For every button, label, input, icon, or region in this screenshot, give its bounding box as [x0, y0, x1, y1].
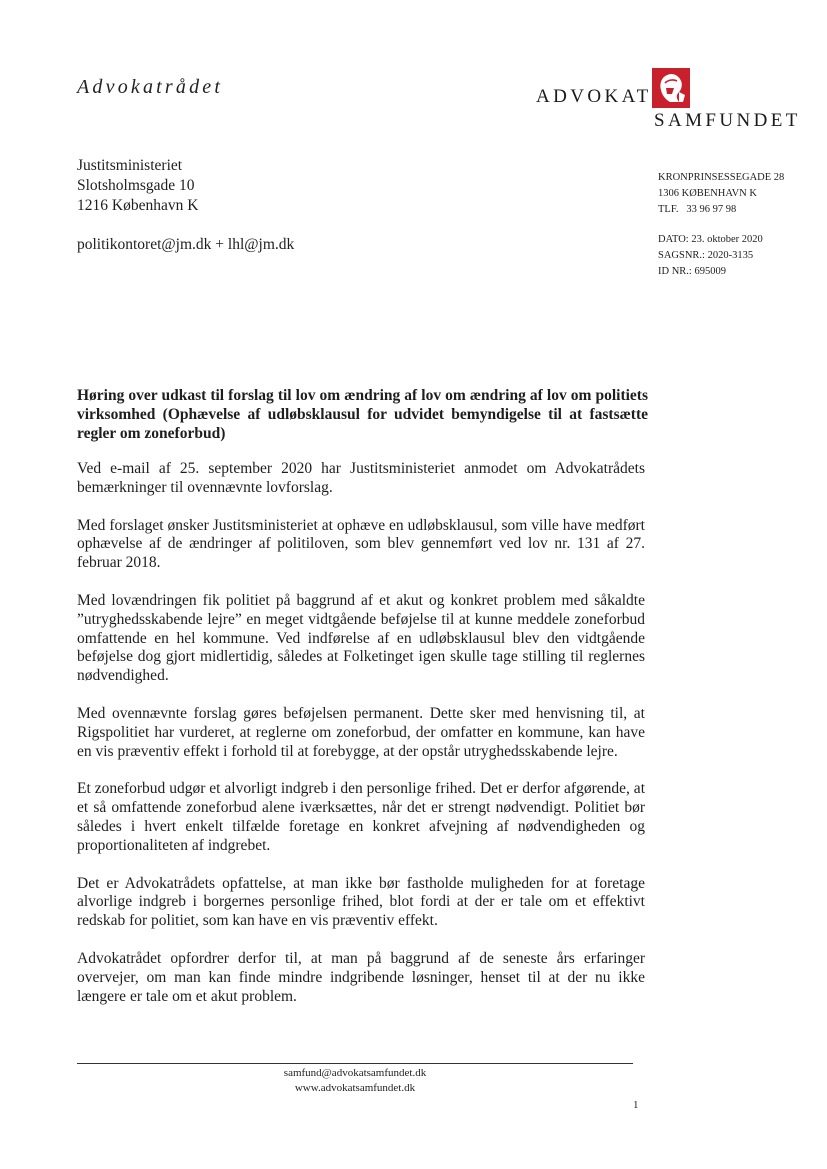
footer-email: samfund@advokatsamfundet.dk	[283, 1067, 427, 1079]
sender-street: KRONPRINSESSEGADE 28	[658, 172, 785, 183]
body-paragraph: Med ovennævnte forslag gøres beføjelsen permanent. Dette sker med henvisning til, at Rigspolitiet har vurderet, at reglerne om zoneforbud, der omfatter en kommune, kan have en vis præventiv effekt i forhold til at forebygge, at der opstår utryghedsskabende lejre.	[77, 704, 645, 760]
sender-phone: TLF. 33 96 97 98	[658, 204, 737, 215]
recipient-email: politikontoret@jm.dk + lhl@jm.dk	[77, 236, 295, 253]
body-paragraph: Med lovændringen fik politiet på baggrund af et akut og konkret problem med såkaldte ”utryghedsskabende lejre” en meget vidtgående beføjelse til at kunne meddele zoneforbud omfattende en hel kommune. Ved indførelse af en udløbsklausul blev den vidtgående beføjelse dog gjort midlertidig, således at Folketinget igen skulle tage stilling til reglernes nødvendighed.	[77, 591, 645, 685]
sender-city: 1306 KØBENHAVN K	[658, 188, 757, 199]
footer-website: www.advokatsamfundet.dk	[294, 1082, 416, 1094]
letter-meta	[658, 232, 763, 280]
footer-divider	[77, 1063, 633, 1064]
letter-date: DATO: 23. oktober 2020	[658, 234, 763, 245]
body-paragraph: Et zoneforbud udgør et alvorligt indgreb i den personlige frihed. Det er derfor afgørende, at et så omfattende zoneforbud alene iværksættes, når det er strengt nødvendigt. Politiet bør således i hvert enkelt tilfælde foretage en konkret afvejning af nødvendigheden og proportionaliteten af indgrebet.	[77, 780, 645, 854]
recipient-address	[77, 156, 198, 216]
id-number: ID NR.: 695009	[658, 266, 726, 277]
logo-word-samfundet: SAMFUNDET	[654, 110, 801, 131]
case-number: SAGSNR.: 2020-3135	[658, 250, 754, 261]
recipient-line-1: Justitsministeriet	[77, 157, 183, 174]
body-paragraph: Det er Advokatrådets opfattelse, at man ikke bør fastholde muligheden for at foretage alvorlige indgreb i borgernes personlige frihed, blot fordi at der er tale om et effektivt redskab for politiet, som kan have en vis præventiv effekt.	[77, 874, 645, 930]
advokatsamfundet-logo	[536, 66, 806, 136]
sender-address	[658, 170, 784, 218]
logo-word-advokat: ADVOKAT	[536, 86, 652, 107]
helmet-logo-icon	[652, 68, 690, 108]
recipient-line-2: Slotsholmsgade 10	[77, 177, 195, 194]
page-number: 1	[633, 1099, 639, 1111]
body-paragraph: Med forslaget ønsker Justitsministeriet at ophæve en udløbsklausul, som ville have medført ophævelse af de ændringer af politiloven, som blev gennemført ved lov nr. 131 af 27. februar 2018.	[77, 516, 645, 572]
body-paragraph: Advokatrådet opfordrer derfor til, at man på baggrund af de seneste års erfaringer overvejer, om man kan finde mindre indgribende løsninger, henset til at der nu ikke længere er tale om et akut problem.	[77, 949, 645, 1005]
org-title: Advokatrådet	[77, 76, 224, 98]
letter-subject: Høring over udkast til forslag til lov om ændring af lov om ændring af lov om politiets virksomhed (Ophævelse af udløbsklausul for udvidet bemyndigelse til at fastsætte regler om zoneforbud)	[77, 387, 648, 442]
body-paragraph: Ved e-mail af 25. september 2020 har Justitsministeriet anmodet om Advokatrådets bemærkninger til ovennævnte lovforslag.	[77, 460, 645, 496]
recipient-line-3: 1216 København K	[77, 197, 199, 214]
letter-body	[77, 460, 645, 1025]
